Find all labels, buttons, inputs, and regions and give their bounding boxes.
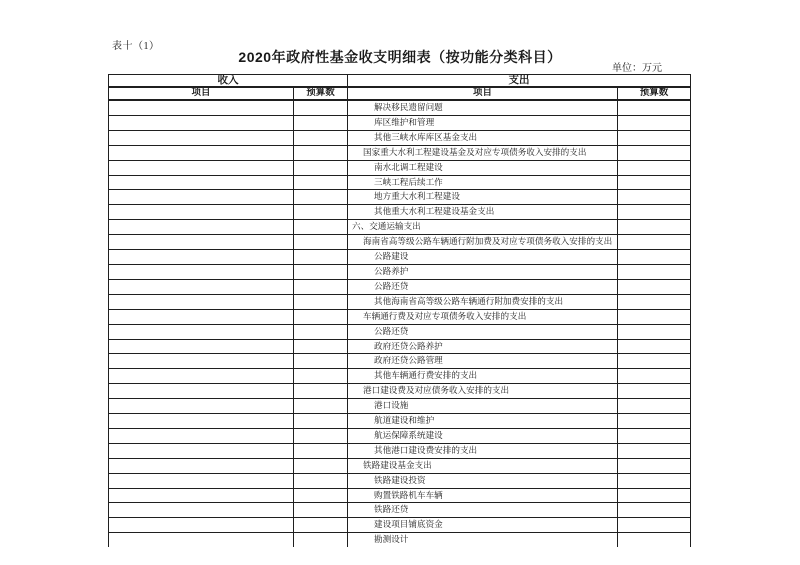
- expense-item-cell: 其他港口建设费安排的支出: [348, 443, 618, 458]
- table-row: [109, 324, 691, 339]
- income-item-cell: [109, 443, 294, 458]
- expense-budget-cell: [618, 264, 691, 279]
- income-budget-cell: [294, 309, 348, 324]
- table-row: [109, 294, 691, 309]
- income-budget-cell: [294, 175, 348, 190]
- expense-item-cell: 其他海南省高等级公路车辆通行附加费安排的支出: [348, 294, 618, 309]
- expense-budget-cell: [618, 414, 691, 429]
- income-budget-cell: [294, 100, 348, 115]
- expense-item-cell: 建设项目铺底资金: [348, 518, 618, 533]
- table-row: [109, 309, 691, 324]
- expense-budget-cell: [618, 503, 691, 518]
- income-item-cell: [109, 414, 294, 429]
- table-row: [109, 160, 691, 175]
- expense-budget-cell: [618, 130, 691, 145]
- income-budget-cell: [294, 130, 348, 145]
- expense-item-cell: 勘测设计: [348, 533, 618, 547]
- income-budget-cell: [294, 190, 348, 205]
- expense-budget-cell: [618, 160, 691, 175]
- expense-budget-cell: [618, 518, 691, 533]
- income-budget-cell: [294, 533, 348, 547]
- income-item-cell: [109, 473, 294, 488]
- income-item-cell: [109, 145, 294, 160]
- sheet-number-label: 表十（1）: [112, 41, 160, 52]
- income-budget-cell: [294, 279, 348, 294]
- income-item-cell: [109, 190, 294, 205]
- income-item-cell: [109, 279, 294, 294]
- expense-item-cell: 六、交通运输支出: [348, 220, 618, 235]
- income-budget-cell: [294, 369, 348, 384]
- table-row: [109, 369, 691, 384]
- expense-budget-cell: [618, 399, 691, 414]
- expense-item-cell: 海南省高等级公路车辆通行附加费及对应专项债务收入安排的支出: [348, 235, 618, 250]
- table-row: [109, 130, 691, 145]
- expense-budget-cell: [618, 473, 691, 488]
- income-item-cell: [109, 100, 294, 115]
- expense-item-cell: 铁路建设基金支出: [348, 458, 618, 473]
- expense-budget-cell: [618, 443, 691, 458]
- income-budget-cell: [294, 414, 348, 429]
- income-item-cell: [109, 309, 294, 324]
- income-section-header: 收入: [109, 75, 348, 88]
- income-budget-cell: [294, 503, 348, 518]
- expense-item-cell: 购置铁路机车车辆: [348, 488, 618, 503]
- expense-item-cell: 航道建设和维护: [348, 414, 618, 429]
- income-budget-cell: [294, 339, 348, 354]
- expense-item-cell: 其他三峡水库库区基金支出: [348, 130, 618, 145]
- expense-item-cell: 公路养护: [348, 264, 618, 279]
- income-budget-cell: [294, 384, 348, 399]
- income-item-cell: [109, 458, 294, 473]
- budget-table-body: [109, 100, 691, 547]
- expense-budget-cell: [618, 354, 691, 369]
- expense-budget-cell: [618, 250, 691, 265]
- income-item-cell: [109, 175, 294, 190]
- income-item-cell: [109, 205, 294, 220]
- income-budget-column-header: 预算数: [294, 87, 348, 100]
- table-row: [109, 264, 691, 279]
- income-item-cell: [109, 384, 294, 399]
- income-item-cell: [109, 533, 294, 547]
- expense-item-cell: 其他车辆通行费安排的支出: [348, 369, 618, 384]
- expense-item-cell: 公路建设: [348, 250, 618, 265]
- expense-budget-cell: [618, 384, 691, 399]
- expense-budget-cell: [618, 145, 691, 160]
- income-item-cell: [109, 354, 294, 369]
- expense-budget-cell: [618, 428, 691, 443]
- expense-item-cell: 港口设施: [348, 399, 618, 414]
- table-row: [109, 190, 691, 205]
- table-row: [109, 235, 691, 250]
- expense-section-header: 支出: [348, 75, 691, 88]
- table-row: [109, 339, 691, 354]
- income-item-cell: [109, 399, 294, 414]
- expense-budget-cell: [618, 339, 691, 354]
- table-row: [109, 384, 691, 399]
- expense-item-cell: 库区维护和管理: [348, 115, 618, 130]
- table-row: [109, 100, 691, 115]
- income-budget-cell: [294, 324, 348, 339]
- table-row: [109, 145, 691, 160]
- table-row: [109, 115, 691, 130]
- table-row: [109, 205, 691, 220]
- expense-budget-cell: [618, 294, 691, 309]
- expense-item-cell: 政府还贷公路养护: [348, 339, 618, 354]
- income-item-column-header: 项目: [109, 87, 294, 100]
- page-title: 2020年政府性基金收支明细表（按功能分类科目）: [238, 49, 562, 65]
- income-budget-cell: [294, 473, 348, 488]
- table-row: [109, 428, 691, 443]
- table-row: [109, 175, 691, 190]
- expense-item-cell: 其他重大水利工程建设基金支出: [348, 205, 618, 220]
- income-budget-cell: [294, 294, 348, 309]
- income-budget-cell: [294, 250, 348, 265]
- table-row: [109, 518, 691, 533]
- expense-item-cell: 解决移民遗留问题: [348, 100, 618, 115]
- budget-table: [108, 74, 691, 547]
- expense-item-cell: 国家重大水利工程建设基金及对应专项债务收入安排的支出: [348, 145, 618, 160]
- income-item-cell: [109, 264, 294, 279]
- table-row: [109, 473, 691, 488]
- table-column-header-row: [109, 87, 691, 100]
- income-budget-cell: [294, 145, 348, 160]
- table-row: [109, 458, 691, 473]
- table-row: [109, 533, 691, 547]
- table-row: [109, 399, 691, 414]
- income-budget-cell: [294, 443, 348, 458]
- expense-budget-cell: [618, 488, 691, 503]
- expense-item-cell: 航运保障系统建设: [348, 428, 618, 443]
- table-row: [109, 488, 691, 503]
- income-item-cell: [109, 339, 294, 354]
- income-budget-cell: [294, 354, 348, 369]
- expense-item-cell: 铁路建设投资: [348, 473, 618, 488]
- income-item-cell: [109, 503, 294, 518]
- expense-item-cell: 港口建设费及对应债务收入安排的支出: [348, 384, 618, 399]
- income-budget-cell: [294, 488, 348, 503]
- income-budget-cell: [294, 518, 348, 533]
- income-item-cell: [109, 294, 294, 309]
- income-budget-cell: [294, 115, 348, 130]
- expense-item-cell: 三峡工程后续工作: [348, 175, 618, 190]
- income-budget-cell: [294, 160, 348, 175]
- income-item-cell: [109, 324, 294, 339]
- expense-item-cell: 公路还贷: [348, 279, 618, 294]
- table-row: [109, 354, 691, 369]
- income-budget-cell: [294, 428, 348, 443]
- expense-budget-cell: [618, 458, 691, 473]
- expense-budget-cell: [618, 190, 691, 205]
- income-item-cell: [109, 488, 294, 503]
- expense-budget-cell: [618, 220, 691, 235]
- expense-budget-cell: [618, 115, 691, 130]
- income-budget-cell: [294, 205, 348, 220]
- expense-item-cell: 地方重大水利工程建设: [348, 190, 618, 205]
- expense-item-cell: 南水北调工程建设: [348, 160, 618, 175]
- table-section-header-row: [109, 75, 691, 88]
- expense-item-cell: 车辆通行费及对应专项债务收入安排的支出: [348, 309, 618, 324]
- expense-budget-cell: [618, 175, 691, 190]
- table-row: [109, 250, 691, 265]
- expense-budget-cell: [618, 309, 691, 324]
- income-item-cell: [109, 160, 294, 175]
- unit-note: 单位：万元: [612, 63, 662, 74]
- expense-budget-cell: [618, 369, 691, 384]
- table-row: [109, 279, 691, 294]
- expense-item-cell: 公路还贷: [348, 324, 618, 339]
- table-row: [109, 414, 691, 429]
- income-budget-cell: [294, 235, 348, 250]
- income-item-cell: [109, 220, 294, 235]
- income-item-cell: [109, 250, 294, 265]
- income-budget-cell: [294, 220, 348, 235]
- expense-item-cell: 政府还贷公路管理: [348, 354, 618, 369]
- expense-budget-cell: [618, 533, 691, 547]
- expense-budget-column-header: 预算数: [618, 87, 691, 100]
- income-budget-cell: [294, 458, 348, 473]
- income-budget-cell: [294, 264, 348, 279]
- expense-item-cell: 铁路还贷: [348, 503, 618, 518]
- table-row: [109, 503, 691, 518]
- table-row: [109, 443, 691, 458]
- expense-budget-cell: [618, 100, 691, 115]
- income-item-cell: [109, 235, 294, 250]
- expense-budget-cell: [618, 205, 691, 220]
- expense-budget-cell: [618, 324, 691, 339]
- expense-budget-cell: [618, 235, 691, 250]
- income-budget-cell: [294, 399, 348, 414]
- expense-item-column-header: 项目: [348, 87, 618, 100]
- income-item-cell: [109, 369, 294, 384]
- income-item-cell: [109, 428, 294, 443]
- income-item-cell: [109, 130, 294, 145]
- table-row: [109, 220, 691, 235]
- income-item-cell: [109, 115, 294, 130]
- income-item-cell: [109, 518, 294, 533]
- expense-budget-cell: [618, 279, 691, 294]
